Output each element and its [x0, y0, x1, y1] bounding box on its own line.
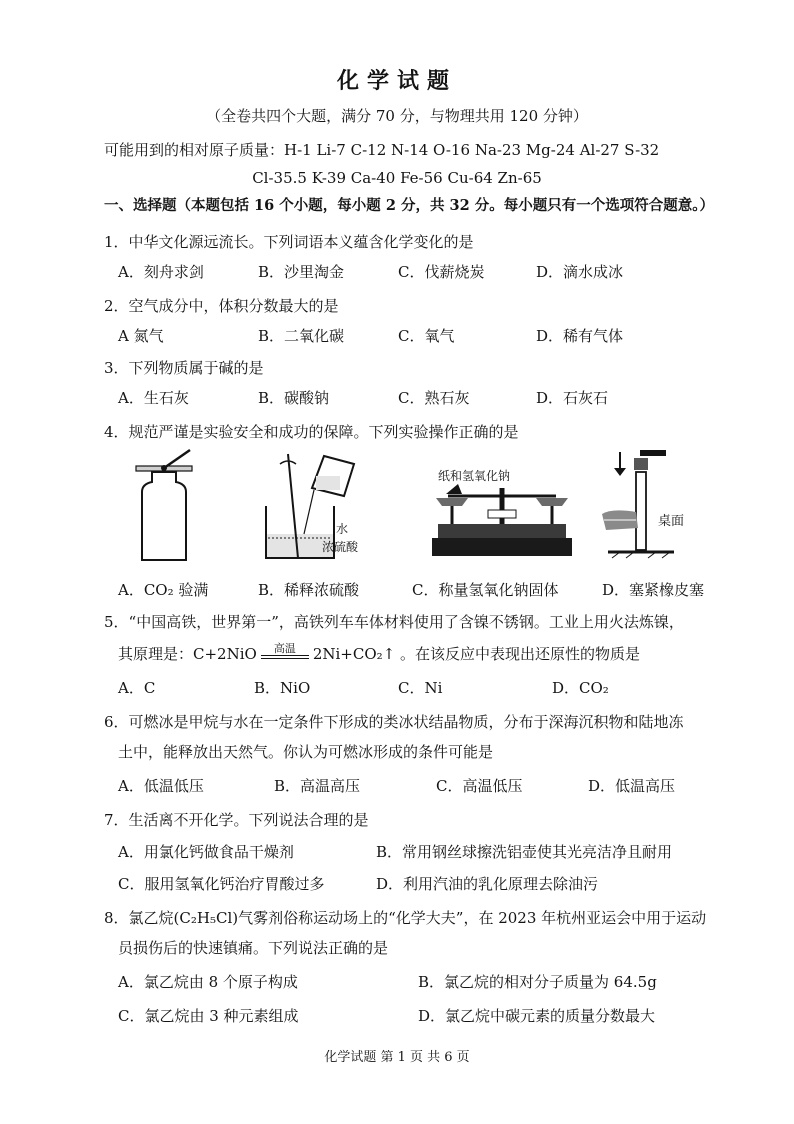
equation-right: 2Ni+CO₂↑ 。在该反应中表现出还原性的物质是 — [312, 645, 640, 663]
question-1-stem: 1．中华文化源远流长。下列词语本义蕴含化学变化的是 — [104, 233, 474, 251]
option-a[interactable]: A．氯乙烷由 8 个原子构成 — [118, 973, 298, 991]
option-b[interactable]: B．碳酸钠 — [258, 389, 330, 407]
option-d[interactable]: D．利用汽油的乳化原理去除油污 — [376, 875, 599, 893]
question-4-stem: 4．规范严谨是实验安全和成功的保障。下列实验操作正确的是 — [104, 423, 519, 441]
option-d[interactable]: D．低温高压 — [588, 777, 676, 795]
option-c[interactable]: C．服用氢氧化钙治疗胃酸过多 — [118, 875, 325, 893]
option-b[interactable]: B．二氧化碳 — [258, 327, 345, 345]
option-d[interactable]: D．稀有气体 — [536, 327, 624, 345]
question-5-stem: 5．“中国高铁，世界第一”，高铁列车车体材料使用了含镍不锈钢。工业上用火法炼镍， — [104, 613, 684, 631]
option-b[interactable]: B．NiO — [254, 679, 311, 697]
figure-balance — [428, 480, 578, 560]
option-c[interactable]: C．氯乙烷由 3 种元素组成 — [118, 1007, 299, 1025]
option-a[interactable]: A 氮气 — [118, 327, 164, 345]
option-a[interactable]: A．用氯化钙做食品干燥剂 — [118, 843, 294, 861]
reaction-condition: 高温 — [273, 642, 296, 655]
equals-sign — [257, 642, 313, 665]
section-heading: 一、选择题（本题包括 16 个小题，每小题 2 分，共 32 分。每小题只有一个选项符合题意。） — [104, 197, 714, 214]
label-conc-acid: 浓硫酸 — [322, 540, 359, 554]
option-d[interactable]: D．滴水成冰 — [536, 263, 624, 281]
label-water: 水 — [336, 522, 349, 536]
option-c[interactable]: C．高温低压 — [436, 777, 523, 795]
option-c[interactable]: C．伐薪烧炭 — [398, 263, 485, 281]
atomic-mass-line-1: 可能用到的相对原子质量：H-1 Li-7 C-12 N-14 O-16 Na-23 Mg-24 Al-27 S-32 — [104, 141, 660, 159]
page-footer: 化学试题 第 1 页 共 6 页 — [324, 1050, 470, 1065]
option-a[interactable]: A．低温低压 — [118, 777, 204, 795]
option-c[interactable]: C．Ni — [398, 679, 443, 697]
option-a[interactable]: A．CO₂ 验满 — [118, 581, 209, 599]
option-b[interactable]: B．常用钢丝球擦洗铝壶使其光亮洁净且耐用 — [376, 843, 673, 861]
option-d[interactable]: D．CO₂ — [552, 679, 609, 697]
option-d[interactable]: D．塞紧橡皮塞 — [602, 581, 705, 599]
figure-co2-test — [120, 448, 220, 568]
page-title: 化学试题 — [336, 68, 457, 94]
option-b[interactable]: B．稀释浓硫酸 — [258, 581, 360, 599]
question-8-stem-1: 8．氯乙烷(C₂H₅Cl)气雾剂俗称运动场上的“化学大夫”，在 2023 年杭州亚运会中用于运动 — [104, 909, 707, 927]
option-c[interactable]: C．称量氢氧化钠固体 — [412, 581, 559, 599]
option-b[interactable]: B．沙里淘金 — [258, 263, 345, 281]
option-a[interactable]: A．C — [118, 679, 156, 697]
exam-subtitle: （全卷共四个大题，满分 70 分，与物理共用 120 分钟） — [206, 107, 588, 125]
atomic-mass-line-2: Cl-35.5 K-39 Ca-40 Fe-56 Cu-64 Zn-65 — [252, 169, 542, 187]
equation-left: 其原理是：C+2NiO — [118, 645, 257, 663]
option-a[interactable]: A．刻舟求剑 — [118, 263, 204, 281]
option-a[interactable]: A．生石灰 — [118, 389, 189, 407]
option-b[interactable]: B．高温高压 — [274, 777, 361, 795]
question-6-stem-2: 土中，能释放出天然气。你认为可燃冰形成的条件可能是 — [118, 743, 494, 761]
option-c[interactable]: C．熟石灰 — [398, 389, 470, 407]
question-8-stem-2: 员损伤后的快速镇痛。下列说法正确的是 — [118, 939, 389, 957]
question-6-stem-1: 6．可燃冰是甲烷与水在一定条件下形成的类冰状结晶物质，分布于深海沉积物和陆地冻 — [104, 713, 684, 731]
question-5-equation — [118, 644, 640, 665]
option-b[interactable]: B．氯乙烷的相对分子质量为 64.5g — [418, 973, 657, 991]
option-d[interactable]: D．石灰石 — [536, 389, 609, 407]
label-desk: 桌面 — [658, 514, 685, 529]
question-7-stem: 7．生活离不开化学。下列说法合理的是 — [104, 811, 369, 829]
figure-stopper — [598, 448, 678, 568]
label-paper-naoh: 纸和氢氧化钠 — [438, 469, 511, 483]
option-c[interactable]: C．氧气 — [398, 327, 455, 345]
option-d[interactable]: D．氯乙烷中碳元素的质量分数最大 — [418, 1007, 656, 1025]
question-2-stem: 2．空气成分中，体积分数最大的是 — [104, 297, 339, 315]
question-3-stem: 3．下列物质属于碱的是 — [104, 359, 264, 377]
